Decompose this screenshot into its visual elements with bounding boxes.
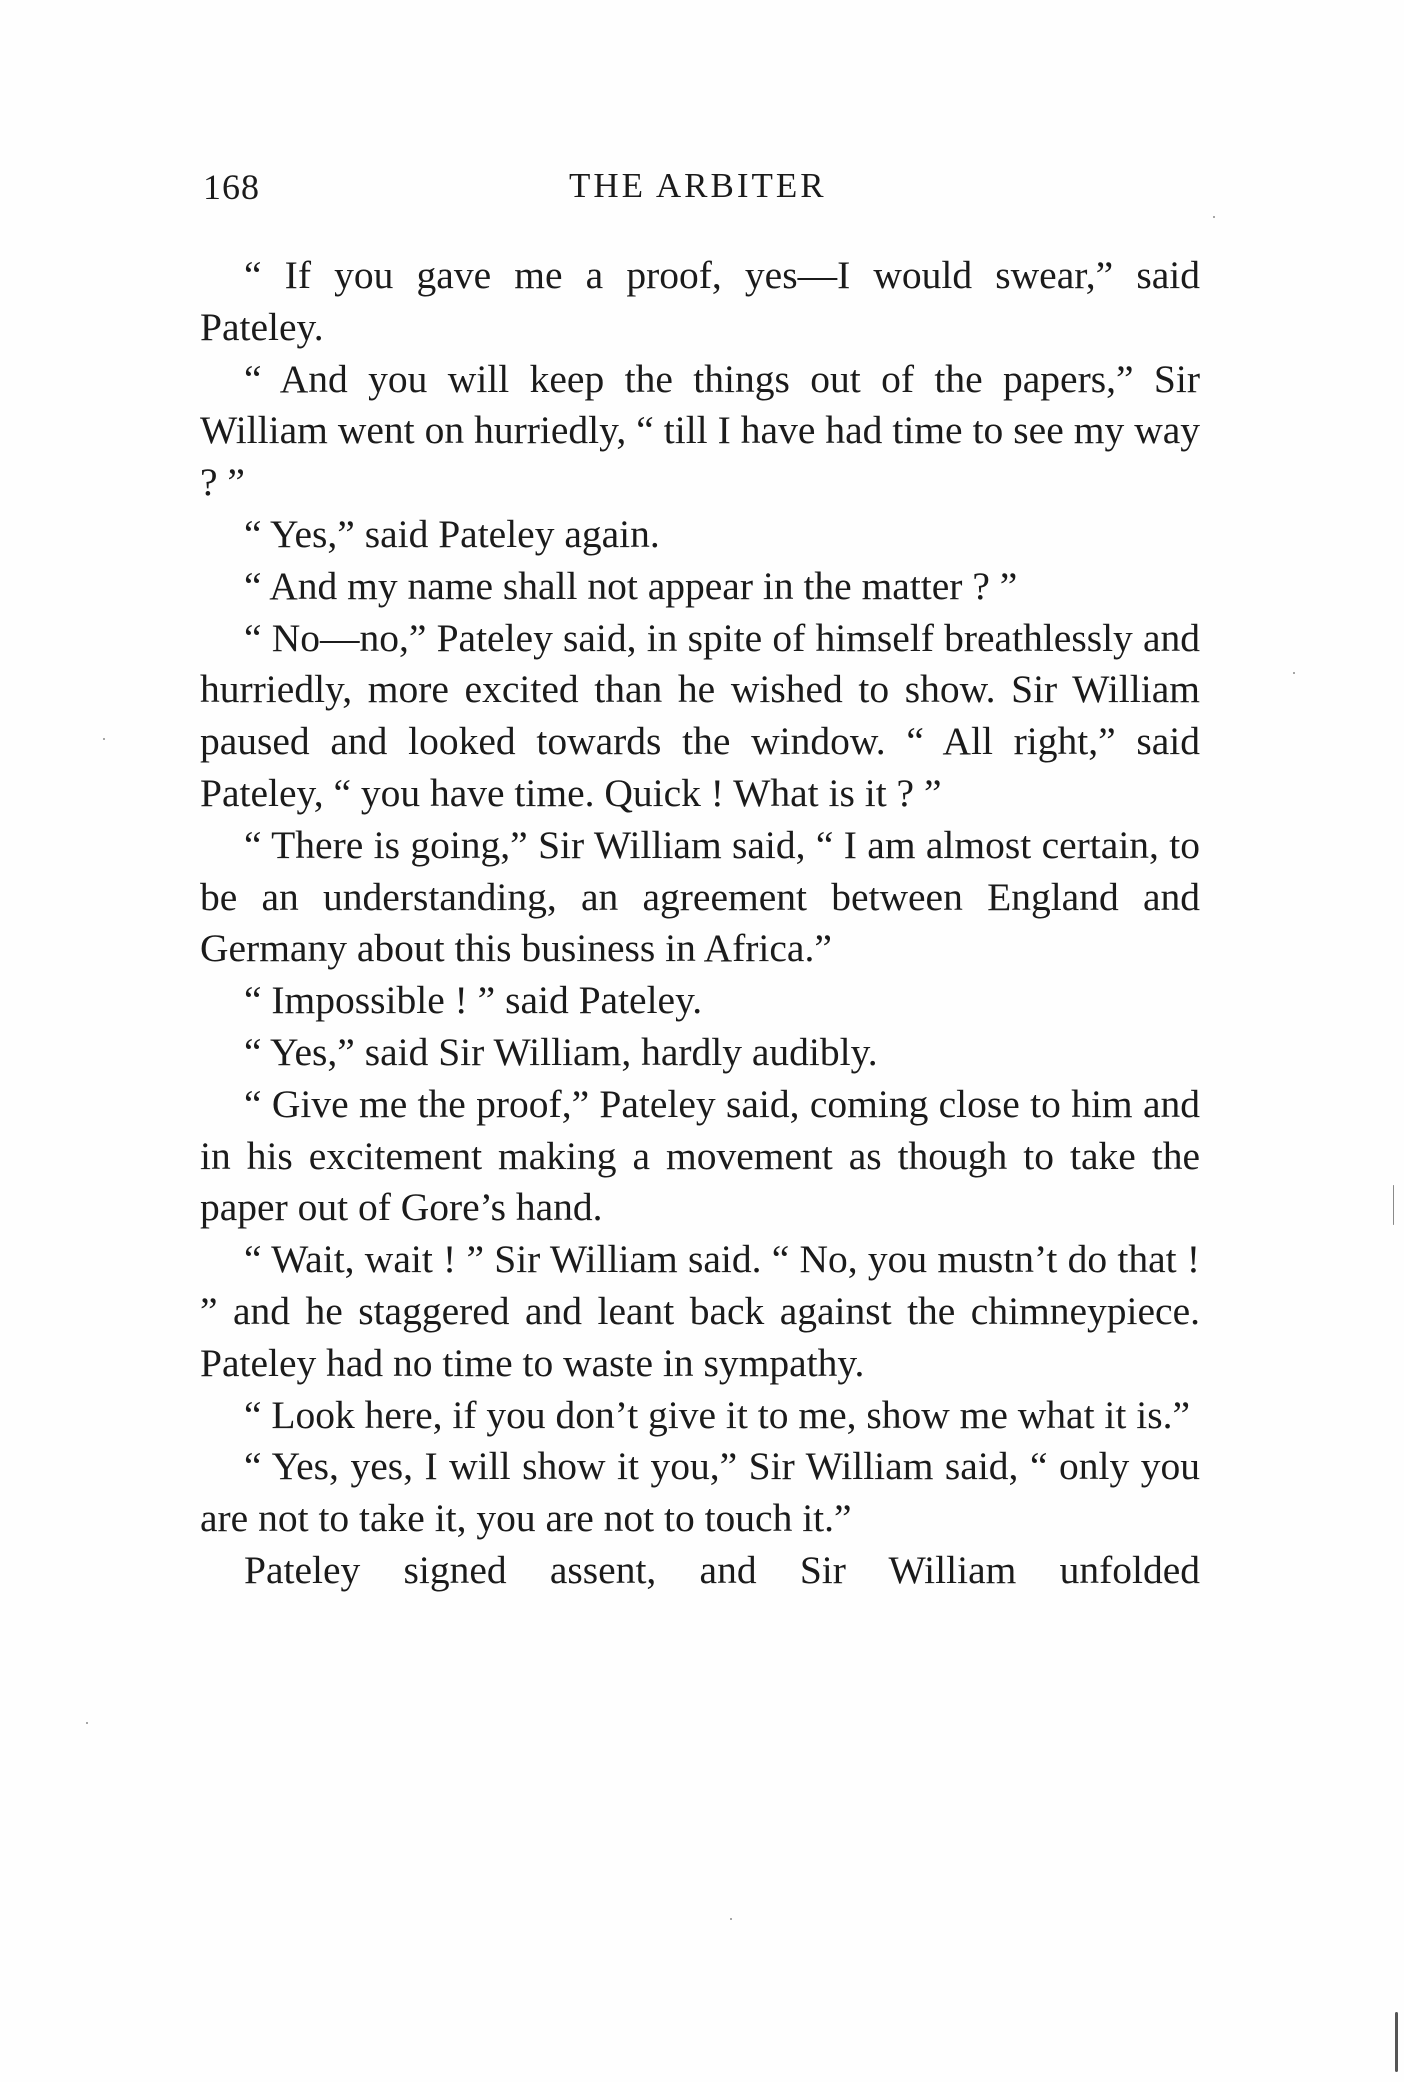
paragraph: “ Yes,” said Sir William, hardly audibly. xyxy=(244,1029,878,1074)
page-edge-mark xyxy=(1395,2012,1398,2072)
body-text xyxy=(200,250,1200,1597)
print-speck xyxy=(86,1722,88,1724)
paragraph: “ No—no,” Pateley said, in spite of himself breathlessly and hurriedly, more excited than he wished to show. Sir William paused and looked towards the window. “ All right,” said Pateley, “ you have time. Quick ! What is it ? ” xyxy=(200,615,1200,815)
page-header xyxy=(203,166,1203,222)
paragraph: “ There is going,” Sir William said, “ I am almost certain, to be an understanding, an agreement between England and Germany about this business in Africa.” xyxy=(200,822,1200,971)
paragraph: “ Impossible ! ” said Pateley. xyxy=(244,978,703,1023)
paragraph: “ And you will keep the things out of the papers,” Sir William went on hurriedly, “ till I have had time to see my way ? ” xyxy=(200,356,1200,505)
paragraph: “ Wait, wait ! ” Sir William said. “ No, you mustn’t do that ! ” and he staggered and leant back against the chimneypiece. Pateley had no time to waste in sympathy. xyxy=(200,1237,1200,1385)
print-speck xyxy=(730,1918,732,1920)
paragraph: “ If you gave me a proof, yes—I would swear,” said Pateley. xyxy=(200,253,1200,349)
paragraph: “ Look here, if you don’t give it to me, show me what it is.” xyxy=(244,1392,1190,1437)
paragraph: “ Yes,” said Pateley again. xyxy=(244,511,660,556)
page-number: 168 xyxy=(203,167,260,207)
print-speck xyxy=(103,738,105,740)
paragraph: “ Give me the proof,” Pateley said, coming close to him and in his excitement making a movement as though to take the paper out of Gore’s hand. xyxy=(200,1081,1200,1230)
paragraph: “ And my name shall not appear in the matter ? ” xyxy=(244,563,1018,608)
print-speck xyxy=(1393,1185,1394,1225)
running-title: THE ARBITER xyxy=(569,166,827,205)
paragraph: “ Yes, yes, I will show it you,” Sir William said, “ only you are not to take it, you are not to touch it.” xyxy=(200,1444,1200,1541)
print-speck xyxy=(1213,216,1215,218)
print-speck xyxy=(1293,672,1295,674)
paragraph-continuing: Pateley signed assent, and Sir William unfolded xyxy=(244,1547,1200,1592)
